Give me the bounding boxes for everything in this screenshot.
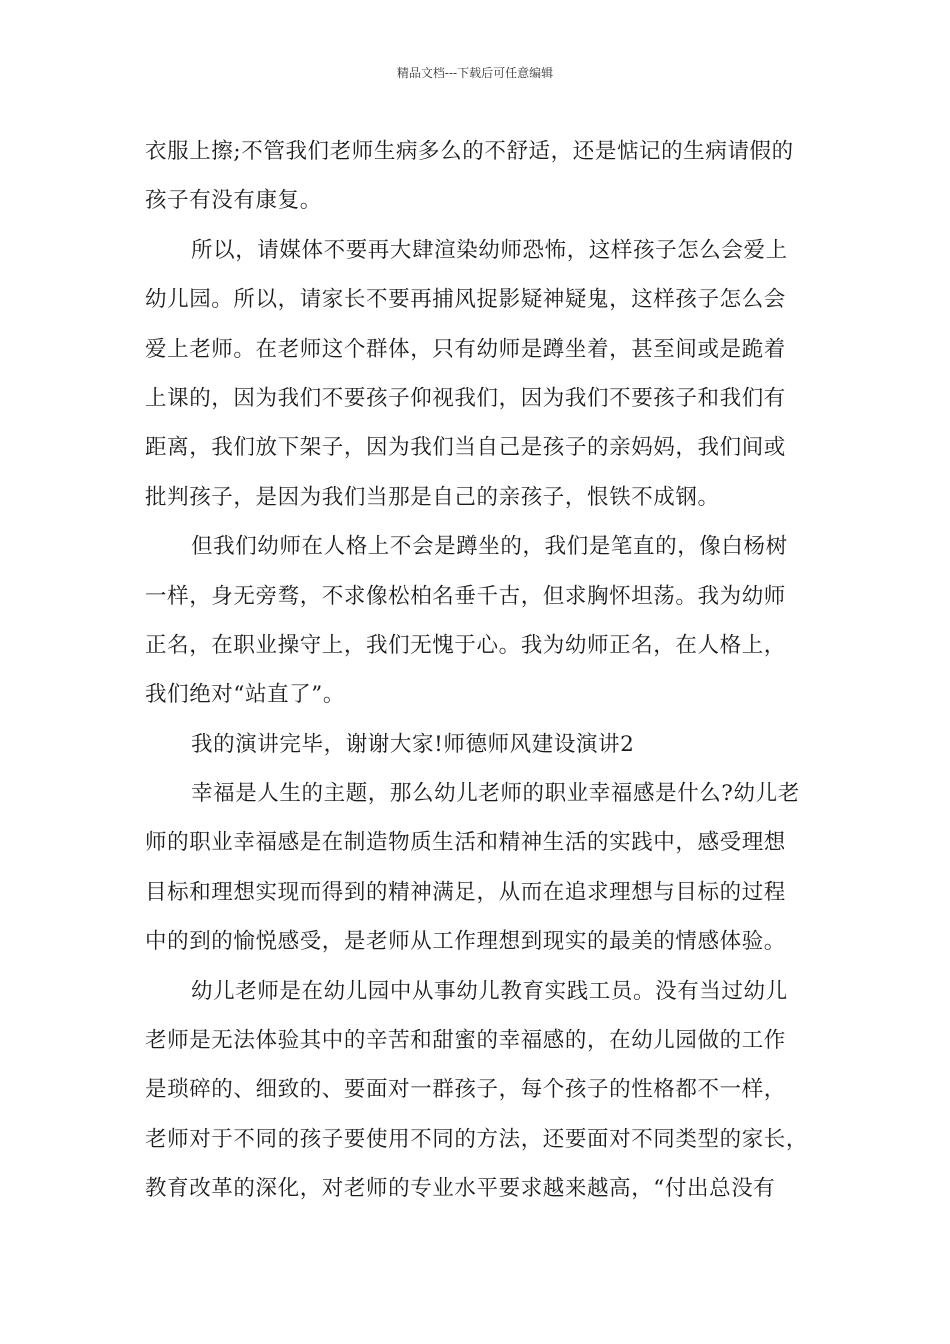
text-line: 上课的，因为我们不要孩子仰视我们，因为我们不要孩子和我们有 — [145, 385, 786, 411]
text-line: 幼儿老师是在幼儿园中从事幼儿教育实践工员。没有当过幼儿 — [191, 978, 788, 1004]
text-line: 我的演讲完毕，谢谢大家!师德师风建设演讲2 — [191, 731, 635, 757]
text-line: 所以，请媒体不要再大肆渲染幼师恐怖，这样孩子怎么会爱上 — [191, 237, 788, 263]
text-line: 老师是无法体验其中的辛苦和甜蜜的幸福感的，在幼儿园做的工作 — [145, 1028, 786, 1054]
text-line: 孩子有没有康复。 — [145, 188, 322, 214]
text-line: 我们绝对“站直了”。 — [145, 682, 345, 708]
page-header: 精品文档---下载后可任意编辑 — [396, 66, 554, 80]
text-line: 正名，在职业操守上，我们无愧于心。我为幼师正名，在人格上， — [145, 632, 786, 658]
text-line: 是琐碎的、细致的、要面对一群孩子，每个孩子的性格都不一样， — [145, 1077, 786, 1103]
text-line: 衣服上擦;不管我们老师生病多么的不舒适，还是惦记的生病请假的 — [145, 139, 794, 164]
text-line: 但我们幼师在人格上不会是蹲坐的，我们是笔直的，像白杨树 — [191, 534, 788, 560]
text-line: 距离，我们放下架子，因为我们当自己是孩子的亲妈妈，我们间或 — [145, 435, 786, 461]
text-line: 幼儿园。所以，请家长不要再捕风捉影疑神疑鬼，这样孩子怎么会 — [145, 287, 786, 313]
text-line: 中的到的愉悦感受，是老师从工作理想到现实的最美的情感体验。 — [145, 929, 786, 955]
text-line: 爱上老师。在老师这个群体，只有幼师是蹲坐着，甚至间或是跪着 — [145, 336, 786, 362]
text-line: 师的职业幸福感是在制造物质生活和精神生活的实践中，感受理想 — [145, 830, 786, 856]
text-line: 一样，身无旁骛，不求像松柏名垂千古，但求胸怀坦荡。我为幼师 — [145, 583, 786, 609]
text-line: 教育改革的深化，对老师的专业水平要求越来越高，“付出总没有 — [145, 1176, 776, 1202]
text-line: 目标和理想实现而得到的精神满足，从而在追求理想与目标的过程 — [145, 879, 786, 905]
text-line: 老师对于不同的孩子要使用不同的方法，还要面对不同类型的家长， — [145, 1126, 809, 1152]
text-line: 幸福是人生的主题，那么幼儿老师的职业幸福感是什么?幼儿老 — [191, 781, 800, 807]
document-body — [145, 127, 825, 1214]
text-line: 批判孩子，是因为我们当那是自己的亲孩子，恨铁不成钢。 — [145, 484, 720, 510]
